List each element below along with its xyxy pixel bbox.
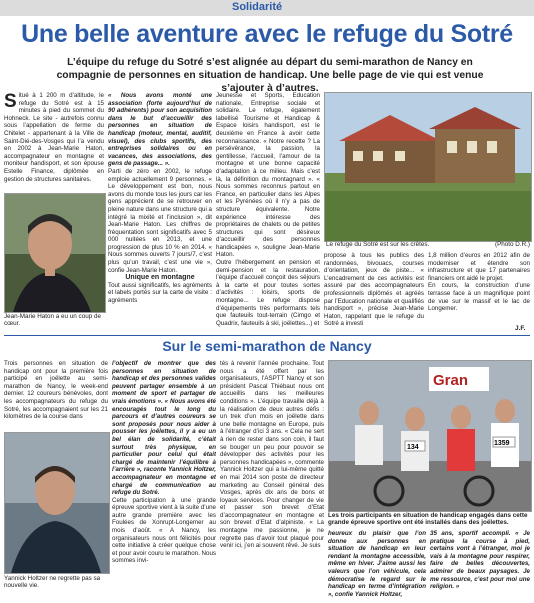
- photo-jean-marie-haton: [4, 193, 106, 313]
- photo-credit-2: (Photo D.R.): [495, 241, 530, 248]
- article2-column-5: [430, 530, 530, 602]
- signature: J.F.: [515, 325, 526, 332]
- article1-col2-quote: « Nous avons monté une association (forte aujourd’hui de 90 adhérents) pour son acquisition dans le but d’accueillir des personnes en situation de handicap (moteur, mental, auditif, visuel), des clubs sportifs, des entreprises solidaires ou en vacances, des associations, des gens de passage... ».: [108, 92, 212, 168]
- article2-title: Sur le semi-marathon de Nancy: [162, 338, 372, 354]
- lead-paragraph: L’équipe du refuge du Sotré s’est alignée au départ du semi-marathon de Nancy en compagnie de personnes en situation de handicap. Une belle page de vie qui est venue s’ajouter à d’autres.: [56, 57, 484, 94]
- article1-col2-text: Parti de zéro en 2002, le refuge emploie actuellement 9 personnes. « Le développement est bon, nous avons du monde tous les jours car les gens apprécient de se retrouver en pleine nature dans une structure qui a intégré la mixité et l’inclusion », dit Jean-Marie Haton. Les chiffres de fréquentation sont significatifs avec 5 000 nuitées en 2013, et une progression de plus 10 % en 2014. « Nous sommes ouverts 7 jours/7, c’est plus qu’un travail, c’est une vie », confie Jean-Marie Haton.: [108, 167, 212, 274]
- section-rubric: Solidarité: [232, 1, 283, 13]
- article1-column-2: [108, 92, 212, 332]
- bib-number-1: 134: [407, 444, 419, 451]
- headline: Une belle aventure avec le refuge du Sotré: [21, 20, 513, 48]
- article1-col5-text2: En cours, la construction d’une terrasse face à un magnifique point de vue sur le massif et le lac de Longemer.: [428, 282, 530, 313]
- article1-column-3: [216, 92, 320, 332]
- article1-col2-text2: Tout aussi significatifs, les agréments et labels portés sur la carte de visite : agréments: [108, 281, 212, 305]
- photo-caption-3: Yannick Holtzer ne regrette pas sa nouvelle vie.: [4, 575, 101, 590]
- article2-column-2: [112, 360, 216, 600]
- article1-column-5: [428, 252, 530, 324]
- photo-refuge-du-sotre: [324, 92, 532, 242]
- article2-col2-text2: Cette participation à une grande épreuve sportive vient à la suite d’une autre grande première avec les Foulées de Xonrupt-Longemer au mois d’août. « A Nancy, les organisateurs nous ont félicités pour cette initiative à créer quelque chose et pour avoir couru le marathon. Nous sommes invi-: [112, 496, 216, 565]
- article2-column-3: [220, 360, 324, 600]
- article1-col4-text: propose à tous les publics des randonnées, bivouacs, courses d’orientation, jeux de piste... « L’encadrement de ces activités est assuré par des accompagnateurs professionnels diplômés et agréés par l’Education nationale et qualifiés handisport », précise Jean-Marie Haton, rappelant que le refuge du Sotré a investi: [324, 252, 424, 328]
- article2-column-4: [328, 530, 426, 602]
- article2-col5-text: 35 ans, sportif accompli. « Je pratique la course à pied, certains vont à l’étranger, moi je vais à la montagne pour respirer, faire de belles découvertes, admirer de beaux paysages. Je me ressource, c’est pour moi une religion. »: [430, 530, 530, 591]
- photo-yannick-holtzer: [4, 432, 110, 574]
- photo-caption-4: Les trois participants en situation de handicap engagés dans cette grande épreuve sportive ont été installés dans des joëlettes.: [328, 512, 528, 527]
- photo-caption-2: Le refuge du Sotré est sur les crêtes.: [326, 241, 430, 248]
- article1-column-4: [324, 252, 424, 334]
- photo-sign-text: Gran: [433, 372, 469, 389]
- photo-semi-marathon: [328, 360, 532, 512]
- bib-number-2: 1359: [494, 440, 510, 447]
- article2-col2-text: l’objectif de montrer que des personnes en situation de handicap et des personnes valides peuvent partager ensemble à un moment de sport et partager de vrais émotions ». « Nous avons été encouragés tout le long du parcours et d’autres coureurs se sont proposés pour nous aider à pousser les joëlettes, il y a eu un bel élan de solidarité, c’était surtout très physique, en particulier pour celui qui était chargé de maintenir l’équilibre à l’arrière », raconte Yannick Holtzer, accompagnateur en montagne et chargé de communication au refuge du Sotré.: [112, 360, 216, 497]
- article2-col3-text: tés à revenir l’année prochaine. Tout nous a été offert par les organisateurs, l’ASPTT Nancy et son président Pascal Thiébaut nous ont accueillis dans les meilleures conditions ». L’équipe travaille déjà à la réalisation de deux autres défis : un trek d’un mois en joëlette dans une belle montagne en Europe, puis à l’étranger d’ici 3 ans. « Cela ne sert à rien de rester dans son coin, il faut se bouger un peu pour pouvoir se développer des activités pour les personnes handicapées », commente Yannick Holtzer qui a lui-même quitté en mai 2014 son poste de directeur marketing au Conseil général des Vosges, après dix ans de bons et loyaux services. Pour changer de vie et passer son brevet d’Etat d’accompagnateur en montagne et son brevet d’Etat d’alpiniste. « La montagne me passionne, je ne regrette pas d’avoir tout plaqué pour venir ici, j’en ai souvent rêvé. Je suis: [220, 360, 324, 550]
- article1-subhead: Unique en montagne: [125, 274, 195, 282]
- article1-column-1: [4, 92, 104, 190]
- article1-col5-text: 1,8 million d’euros en 2012 afin de moderniser et étendre son infrastructure et que 17 partenaires financiers ont aidé le projet.: [428, 252, 530, 282]
- article2-column-1: [4, 360, 108, 428]
- article1-col3-text2: Outre l’hébergement en pension et demi-pension et la restauration, l’équipe d’accueil conçoit des séjours à la carte et pour toutes sortes d’activités : loisirs, sports de montagne... Le refuge dispose d’équipements très performants tels que fauteuils tout-terrain (Cimgo et Quadrix, fauteuils à ski, joëlettes...) et: [216, 259, 320, 327]
- drop-cap: S: [4, 92, 17, 112]
- section-divider: [4, 335, 530, 336]
- article1-col3-text: Jeunesse et Sports, Education nationale, Entreprise sociale et solidaire. Le refuge, également labellisé Tourisme et Handicap & Espace loisirs handisport, est le deuxième en France à avoir cette reconnaissance. « Notre recette ? La persévérance, la passion, la gentillesse, l’accueil, l’amour de la montagne et une bonne capacité d’adaptation à ce milieu. Mais c’est là, la définition du montagnard ». « Nous sommes reconnus partout en France, en particulier dans les Alpes et les Pyrénées où il n’y a pas de structure équivalente. Notre expérience intéresse des propriétaires de chalets ou de petites structures qui sont désireux d’accueillir des personnes handicapées », souligne Jean-Marie Haton.: [216, 92, 320, 259]
- photo-caption-1: Jean-Marie Haton a eu un coup de cœur.: [4, 313, 101, 328]
- article2-col1-text: Trois personnes en situation de handicap ont pour la première fois participé en joëlette au semi-marathon de Nancy, le week-end dernier. 12 coureurs bénévoles, dont les accompagnateurs du refuge du Sotré, les accompagnaient sur les 21 kilomètres de la course dans: [4, 360, 108, 421]
- article2-col4-text: heureux du plaisir que l’on donne aux personnes en situation de handicap en leur rendant la montagne accessible, même en hiver. J’aime aussi les valeurs que l’on véhicule, cela démocratise le regard sur le handicap en terme d’intégration », confie Yannick Holtzer,: [328, 530, 426, 598]
- article1-col1-text: itué à 1 200 m d’altitude, le refuge du Sotré est à 15 minutes à pied du sommet du Hohneck. Le site - autrefois connu sous l’appellation de ferme du Chitelet - appartenant à la Ville de Saint-Dié-des-Vosges qui l’a vendu en 2002 à Jean-Marie Haton, accompagnateur en montagne et moniteur handisport, et son épouse Estelle Finance, diplômée en gestion de structures sanitaires.: [4, 92, 104, 183]
